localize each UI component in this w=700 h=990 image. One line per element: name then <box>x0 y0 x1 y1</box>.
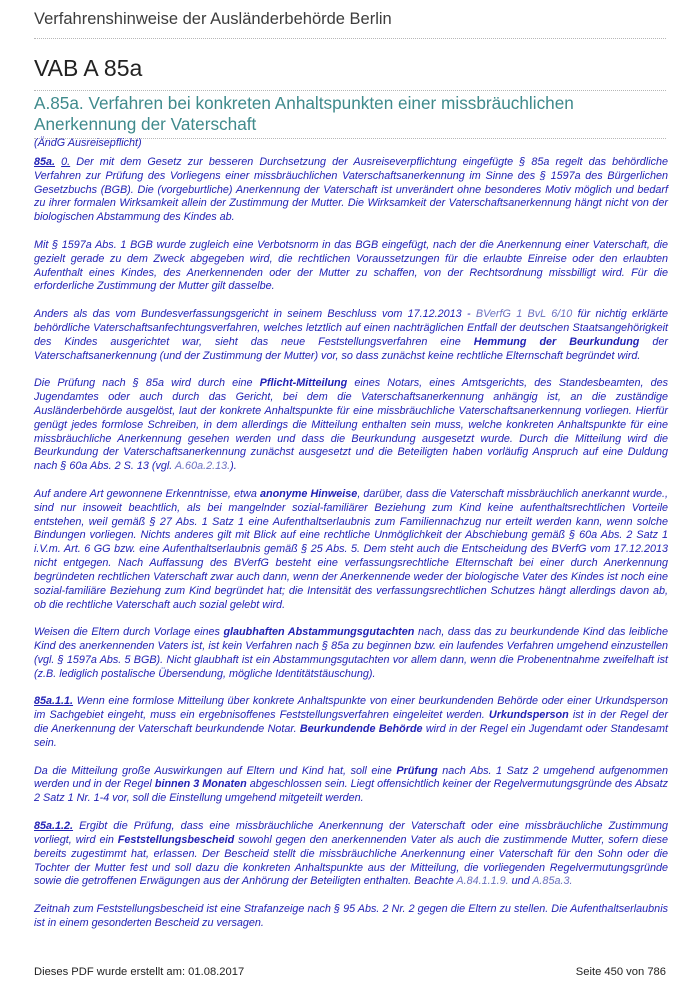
paragraph: Zeitnah zum Feststellungsbescheid ist eine Strafanzeige nach § 95 Abs. 2 Nr. 2 gegen die Eltern zu stellen. Die Aufenthaltserlaubnis ist in einem gesonderten Bescheid zu versagen. <box>34 902 668 929</box>
paragraph-85a-1-2: 85a.1.2. Ergibt die Prüfung, dass eine missbräuchliche Anerkennung der Vaterschaft oder eine missbräuchliche Zustimmung vorliegt, wird ein Feststellungsbescheid sowohl gegen den anerkennenden Vater als auch die zustimmende Mutter, sofern diese bereits zugestimmt hat, erlassen. Der Bescheid stellt die missbräuchliche Anerkennung einer Vaterschaft für den Sohn oder die Tochter der Mutter fest und soll dazu die konkreten Anhaltspunkte aus der Mitteilung, die vorliegenden Regelvermutungsgründe sowie die getroffenen Erwägungen aus der Anhörung der Beteiligten enthalten. Beachte A.84.1.1.9. und A.85a.3. <box>34 819 668 888</box>
emphasis: Prüfung <box>396 764 438 777</box>
paragraph: Auf andere Art gewonnene Erkenntnisse, etwa anonyme Hinweise, darüber, dass die Vaterschaft missbräuchlich anerkannt wurde., sind nur insoweit beachtlich, als bei mangelnder sozial-familiärer Beziehung zum Kind keine aufenthaltsrechtlichen Vorteile entstehen, weil gemäß § 27 Abs. 1 Satz 1 eine Aufenthaltserlaubnis zum Familiennachzug nur erteilt werden kann, wenn solche Bindungen vorliegen. Nichts anderes gilt mit Blick auf eine rechtliche Unmöglichkeit der Abschiebung gemäß § 60a Abs. 2 Satz 1 i.V.m. Art. 6 GG bzw. eine Aufenthaltserlaubnis gemäß § 25 Abs. 5. Dem steht auch die Entscheidung des BVerfG vom 17.12.2013 nicht entgegen. Nach Auffassung des BVerfG besteht eine verfassungsrechtliche Elternschaft bei einer durch Anerkennung begründeten rechtlichen Vaterschaft zwar auch dann, wenn der Anerkennende weder der biologische Vater des Kindes ist noch eine sozial-familiäre Beziehung zum Kind begründet hat; die Intensität des verfassungsrechtlichen Schutzes hängt allerdings davon ab, ob die rechtliche Vaterschaft auch sozial gelebt wird. <box>34 487 668 611</box>
emphasis: anonyme Hinweise <box>259 487 358 500</box>
ref-link[interactable]: 85a.1.1. <box>34 695 74 708</box>
cross-reference-link[interactable]: A.60a.2.13. <box>174 460 231 473</box>
paragraph: Anders als das vom Bundesverfassungsgericht in seinem Beschluss vom 17.12.2013 - BVerfG 1 BvL 6/10 für nichtig erklärte behördliche Vaterschaftsanfechtungsverfahren, welches letztlich auf einen nachträglichen Entfall der deutschen Staatsangehörigkeit des Kindes ausgerichtet war, sieht das neue Feststellungsverfahren eine Hemmung der Beurkundung der Vaterschaftsanerkennung (und der Zustimmung der Mutter) vor, so dass zunächst keine rechtliche Elternschaft begründet wird. <box>34 308 669 362</box>
cross-reference-link[interactable]: A.85a.3. <box>532 875 573 888</box>
content-body <box>34 137 668 944</box>
emphasis: glaubhaften Abstammungsgutachten <box>223 626 415 639</box>
emphasis: Beurkundende Behörde <box>299 723 423 736</box>
paragraph: Weisen die Eltern durch Vorlage eines glaubhaften Abstammungsgutachten nach, dass das zu beurkundende Kind das leibliche Kind des anerkennenden Vaters ist, ist kein Verfahren nach § 85a zu beginnen bzw. ein laufendes Verfahren umgehend einzustellen (vgl. § 1597a Abs. 5 BGB). Nicht glaubhaft ist ein Abstammungsgutachten vor allem dann, wenn die Probenentnahme zweifelhaft ist (z.B. lediglich postalische Übersendung, mögliche Identitätstäuschung). <box>34 626 668 680</box>
paragraph: Die Prüfung nach § 85a wird durch eine Pflicht-Mitteilung eines Notars, eines Amtsgerichts, des Standesbeamten, des Jugendamtes oder auch durch das Gericht, bei dem die Vaterschaftsanerkennung anhängig ist, an die zuständige Ausländerbehörde ausgelöst, laut der konkrete Anhaltspunkte für eine missbräuchliche Vaterschaftsanerkennung vorliegen. Hierfür genügt jedes formlose Schreiben, in dem allerdings die Mitteilung enthalten sein muss, welche konkreten Anhaltspunkte für eine missbräuchliche Anerkennung gesehen werden und dass die Beurkundung ausgesetzt wurde. Durch die Mitteilung wird die Beurkundung der Vaterschaftsanerkennung zunächst ausgesetzt und die Beteiligten haben vorläufig Anspruch auf eine Duldung nach § 60a Abs. 2 S. 13 (vgl. A.60a.2.13.). <box>34 377 668 473</box>
amendment-note: (ÄndG Ausreisepflicht) <box>34 137 142 149</box>
emphasis: Hemmung der Beurkundung <box>473 335 640 348</box>
paragraph: Mit § 1597a Abs. 1 BGB wurde zugleich eine Verbotsnorm in das BGB eingefügt, nach der die Anerkennung einer Vaterschaft, die gezielt gerade zu dem Zweck abgegeben wird, die rechtlichen Voraussetzungen für die erlaubte Einreise oder den erlaubten Aufenthalt eines Kindes, des Anerkennenden oder der Mutter zu schaffen, von der Rechtsordnung missbilligt wird. Für die erforderliche Zustimmung der Mutter gilt dasselbe. <box>34 238 668 293</box>
cross-reference-link[interactable]: BVerfG 1 BvL 6/10 <box>470 308 573 321</box>
paragraph-85a-0: 85a. 0. Der mit dem Gesetz zur besseren Durchsetzung der Ausreiseverpflichtung eingefügte § 85a regelt das behördliche Verfahren zur Prüfung des Vorliegens einer missbräuchlichen Vaterschaftsanerkennung im Sinne des § 1597a des Bürgerlichen Gesetzbuchs (BGB). Die (vorgeburtliche) Anerkennung der Vaterschaft ist unverändert ohne besonderes Motiv möglich und bedarf zu ihrer formalen Wirksamkeit allein der Zustimmung der Mutter. Die Wirksamkeit der Vaterschaftsanerkennung hängt nicht von der biologischen Abstammung des Kindes ab. <box>34 155 668 224</box>
ref-link[interactable]: 85a.1.2. <box>34 819 74 832</box>
emphasis: binnen 3 Monaten <box>154 778 247 791</box>
footer-page-number: Seite 450 von 786 <box>575 966 666 978</box>
paragraph-85a-1-1: 85a.1.1. Wenn eine formlose Mitteilung über konkrete Anhaltspunkte von einer beurkundenden Behörde oder einer Urkundsperson im Sachgebiet eingeht, muss ein ergebnisoffenes Feststellungsverfahren eingeleitet werden. Urkundsperson ist in der Regel der die Anerkennung der Vaterschaft beurkundende Notar. Beurkundende Behörde wird in der Regel ein Jugendamt oder Standesamt sein. <box>34 695 668 749</box>
cross-reference-link[interactable]: A.84.1.1.9. <box>456 875 509 888</box>
emphasis: Pflicht-Mitteilung <box>259 377 348 390</box>
document-header: Verfahrenshinweise der Ausländerbehörde Berlin <box>34 10 666 39</box>
ref-link[interactable]: 0. <box>61 155 71 168</box>
emphasis: Urkundsperson <box>488 709 569 722</box>
footer-created-date: Dieses PDF wurde erstellt am: 01.08.2017 <box>34 966 245 978</box>
vab-heading: VAB A 85a <box>34 55 666 91</box>
ref-link[interactable]: 85a. <box>34 155 56 168</box>
emphasis: Feststellungsbescheid <box>117 833 235 846</box>
section-title: A.85a. Verfahren bei konkreten Anhaltspunkten einer missbräuchlichen Anerkennung der Vaterschaft <box>34 93 666 139</box>
paragraph: Da die Mitteilung große Auswirkungen auf Eltern und Kind hat, soll eine Prüfung nach Abs. 1 Satz 2 umgehend aufgenommen werden und in der Regel binnen 3 Monaten abgeschlossen sein. Liegt offensichtlich keiner der Regelvermutungsgründe des Absatz 2 Satz 1 Nr. 1-4 vor, soll die Einstellung umgehend mitgeteilt werden. <box>34 764 669 805</box>
